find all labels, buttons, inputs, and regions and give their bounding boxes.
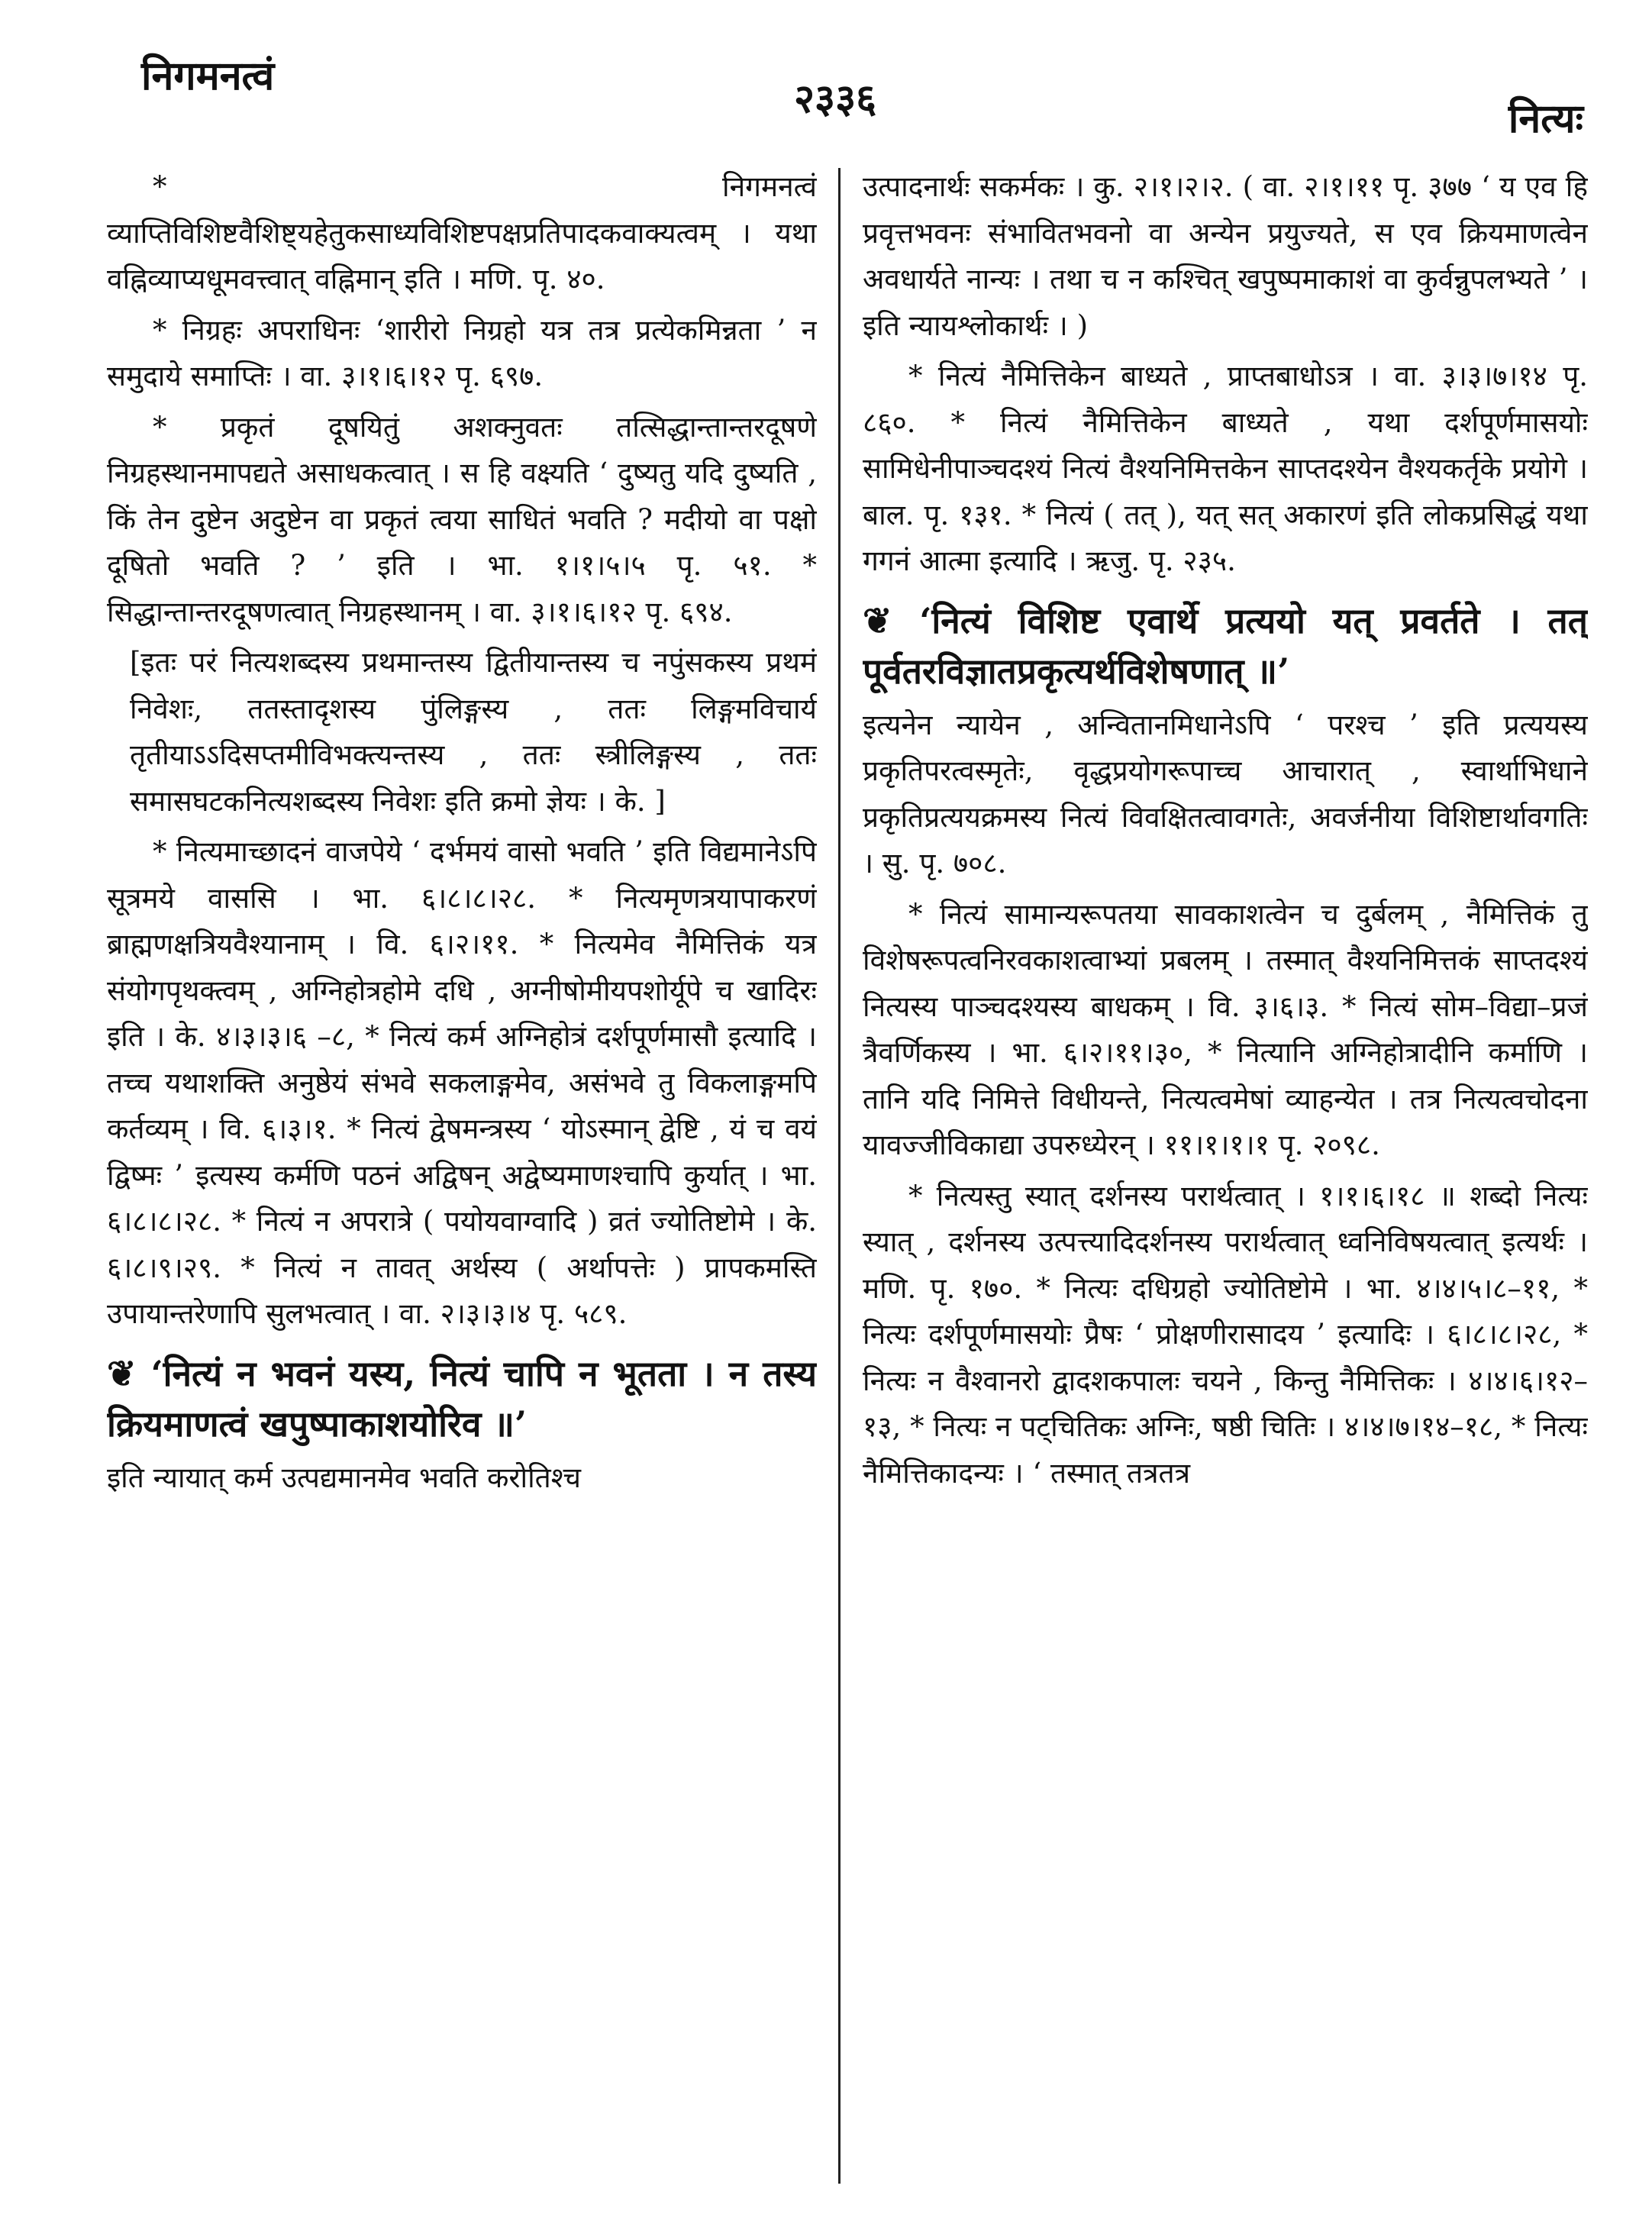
entry-nityam-samanya: * नित्यं सामान्यरूपतया सावकाशत्वेन च दुर्बलम् , नैमित्तिकं तु विशेषरूपत्वनिरवकाशत्वाभ्यां प्रबलम् । तस्मात् वैश्यनिमित्तकं साप्तदश्यं नित्यस्य पाञ्चदश्यस्य बाधकम् । वि. ३।६।३. * नित्यं सोम–विद्या–प्रजं त्रैवर्णिकस्य । भा. ६।२।११।३०, * नित्यानि अग्निहोत्रादीनि कर्माणि । तानि यदि निमित्ते विधीयन्ते, नित्यत्वमेषां व्याहन्येत । तत्र नित्यत्वचोदना यावज्जीविकाद्या उपरुध्येरन् । ११।१।१।१ पृ. २०९८. <box>863 897 1588 1161</box>
page-header <box>0 0 1652 142</box>
entry-after-verse: इति न्यायात् कर्म उत्पद्यमानमेव भवति करोतिश्च <box>107 1461 581 1494</box>
entry-nigrahasthana: * प्रकृतं दूषयितुं अशक्नुवतः तत्सिद्धान्तान्तरदूषणे निग्रहस्थानमापद्यते असाधकत्वात् । स हि वक्ष्यति ‘ दुष्यतु यदि दुष्यति , किं तेन दुष्टेन अदुष्टेन वा प्रकृतं त्वया साधितं भवति ? मदीयो वा पक्षो दूषितो भवति ? ’ इति । भा. १।१।५।५ पृ. ५१. * सिद्धान्तान्तरदूषणत्वात् निग्रहस्थानम् । वा. ३।१।६।१२ पृ. ६९४. <box>107 410 817 628</box>
verse-left <box>107 1348 817 1449</box>
entry-nigraha: * निग्रहः अपराधिनः ‘शारीरो निग्रहो यत्र तत्र प्रत्येकमिन्नता ’ न समुदाये समाप्तिः । वा. ३।१।६।१२ पृ. ६९७. <box>107 313 817 392</box>
column-divider <box>838 168 841 2184</box>
page-number: २३३६ <box>794 76 877 122</box>
entry-continuation: उत्पादनार्थः सकर्मकः । कु. २।१।२।२. ( वा. २।१।११ पृ. ३७७ ‘ य एव हि प्रवृत्तभवनः संभावितभवनो वा अन्येन प्रयुज्यते, स एव क्रियमाणत्वेन अवधार्यते नान्यः । तथा च न कश्चित् खपुष्पमाकाशं वा कुर्वन्नुपलभ्यते ’ । इति न्यायश्लोकार्थः । ) <box>863 170 1588 342</box>
verse-right <box>863 596 1588 696</box>
entry-verse-commentary: इत्यनेन न्यायेन , अन्वितानमिधानेऽपि ‘ परश्च ’ इति प्रत्ययस्य प्रकृतिपरत्वस्मृतेः, वृद्धप्रयोगरूपाच्च आचारात् , स्वार्थाभिधाने प्रकृतिप्रत्ययक्रमस्य नित्यं विवक्षितत्वावगतेः, अवर्जनीया विशिष्टार्थावगतिः । सु. पृ. ७०८. <box>863 708 1588 880</box>
verse-left-text: ‘नित्यं न भवनं यस्य, नित्यं चापि न भूतता । न तस्य क्रियमाणत्वं खपुष्पाकाशयोरिव ॥’ <box>107 1352 817 1445</box>
editor-note: [इतः परं नित्यशब्दस्य प्रथमान्तस्य द्वितीयान्तस्य च नपुंसकस्य प्रथमं निवेशः, ततस्तादृशस्य पुंलिङ्गस्य , ततः लिङ्गमविचार्य तृतीयाऽऽदिसप्तमीविभक्त्यन्तस्य , ततः स्त्रीलिङ्गस्य , ततः समासघटकनित्यशब्दस्य निवेशः इति क्रमो ज्ञेयः । के. ] <box>130 646 817 818</box>
verse-mark-icon: ❦ <box>863 599 920 641</box>
verse-right-text: ‘नित्यं विशिष्ट एवार्थे प्रत्ययो यत् प्रवर्तते । तत् पूर्वतरविज्ञातप्रकृत्यर्थविशेषणात् ॥’ <box>863 599 1588 692</box>
left-column <box>107 164 817 2180</box>
header-left-keyword: निगमनत्वं <box>141 53 275 99</box>
entry-nityam-naimittika: * नित्यं नैमित्तिकेन बाध्यते , प्राप्तबाधोऽत्र । वा. ३।३।७।१४ पृ. ८६०. * नित्यं नैमित्तिकेन बाध्यते , यथा दर्शपूर्णमासयोः सामिधेनीपाञ्चदश्यं नित्यं वैश्यनिमित्तकेन साप्तदश्येन वैश्यकर्तृके प्रयोगे । बाल. पृ. १३१. * नित्यं ( तत् ), यत् सत् अकारणं इति लोकप्रसिद्धं यथा गगनं आत्मा इत्यादि । ऋजु. पृ. २३५. <box>863 360 1588 577</box>
verse-mark-icon: ❦ <box>107 1352 151 1394</box>
entry-nitya-list: * नित्यमाच्छादनं वाजपेये ‘ दर्भमयं वासो भवति ’ इति विद्यमानेऽपि सूत्रमये वाससि । भा. ६।८।८।२८. * नित्यमृणत्रयापाकरणं ब्राह्मणक्षत्रियवैश्यानाम् । वि. ६।२।११. * नित्यमेव नैमित्तिकं यत्र संयोगपृथक्त्वम् , अग्निहोत्रहोमे दधि , अग्नीषोमीयपशोर्यूपे च खादिरः इति । के. ४।३।३।६ –८, * नित्यं कर्म अग्निहोत्रं दर्शपूर्णमासौ इत्यादि । तच्च यथाशक्ति अनुष्ठेयं संभवे सकलाङ्गमेव, असंभवे तु विकलाङ्गमपि कर्तव्यम् । वि. ६।३।१. * नित्यं द्वेषमन्त्रस्य ‘ योऽस्मान् द्वेष्टि , यं च वयं द्विष्मः ’ इत्यस्य कर्मणि पठनं अद्विषन् अद्वेष्यमाणश्चापि कुर्यात् । भा. ६।८।८।२८. * नित्यं न अपरात्रे ( पयोयवाग्वादि ) व्रतं ज्योतिष्टोमे । के. ६।८।९।२९. * नित्यं न तावत् अर्थस्य ( अर्थापत्तेः ) प्रापकमस्ति उपायान्तरेणापि सुलभत्वात् । वा. २।३।३।४ पृ. ५८९. <box>107 835 817 1330</box>
header-right-keyword: नित्यः <box>1508 95 1583 142</box>
entry-nityastu: * नित्यस्तु स्यात् दर्शनस्य परार्थत्वात् । १।१।६।१८ ॥ शब्दो नित्यः स्यात् , दर्शनस्य उत्पत्त्यादिदर्शनस्य परार्थत्वात् ध्वनिविषयत्वात् इत्यर्थः । मणि. पृ. १७०. * नित्यः दधिग्रहो ज्योतिष्टोमे । भा. ४।४।५।८–११, * नित्यः दर्शपूर्णमासयोः प्रैषः ‘ प्रोक्षणीरासादय ’ इत्यादिः । ६।८।८।२८, * नित्यः न वैश्वानरो द्वादशकपालः चयने , किन्तु नैमित्तिकः । ४।४।६।१२–१३, * नित्यः न पट्चितिकः अग्निः, षष्ठी चितिः । ४।४।७।१४–१८, * नित्यः नैमित्तिकादन्यः । ‘ तस्मात् तत्रतत्र <box>863 1179 1588 1490</box>
entry-nigamanatva: * निगमनत्वं व्याप्तिविशिष्टवैशिष्ट्यहेतुकसाध्यविशिष्टपक्षप्रतिपादकवाक्यत्वम् । यथा वह्निव्याप्यधूमवत्त्वात् वह्निमान् इति । मणि. पृ. ४०. <box>107 170 817 295</box>
right-column <box>863 164 1588 2180</box>
